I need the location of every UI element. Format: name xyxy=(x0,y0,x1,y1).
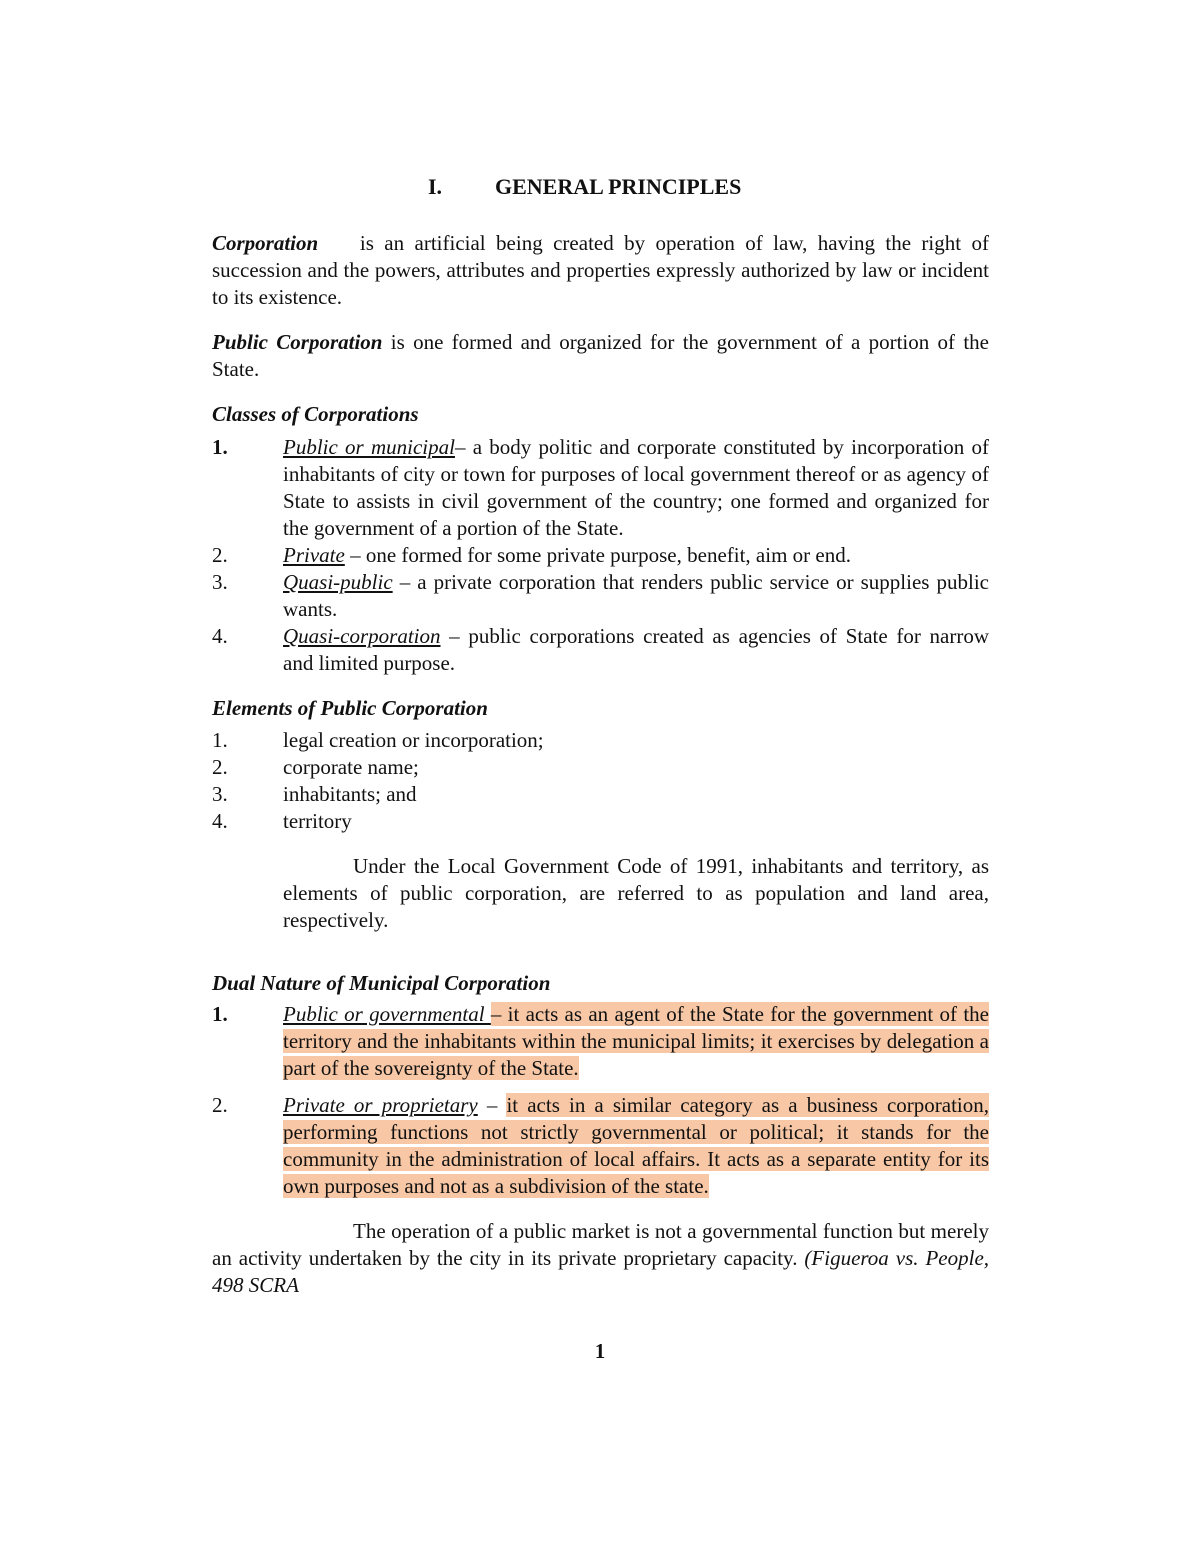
list-number: 4. xyxy=(212,624,228,648)
list-number: 3. xyxy=(212,782,228,806)
corporation-definition xyxy=(212,230,989,311)
list-number: 2. xyxy=(212,1093,228,1117)
public-market-note xyxy=(212,1218,989,1299)
corporation-text: is an artificial being created by operation of law, having the right of succession and the powers, attributes and properties expressly authorized by law or incident to its existence. xyxy=(212,231,990,309)
list-item xyxy=(212,1001,989,1082)
list-number: 4. xyxy=(212,809,228,833)
highlighted-text: it acts in a similar category as a business corporation, performing functions not strictly governmental or political; it stands for the community in the administration of local affairs. It acts as a separate entity for its own purposes and not as a subdivision of the state. xyxy=(283,1093,990,1198)
lgc-note xyxy=(212,853,989,934)
case-citation: (Figueroa vs. People, 498 SCRA xyxy=(212,1246,990,1297)
class-term: Private xyxy=(283,543,345,567)
class-term: Quasi-corporation xyxy=(283,624,441,648)
element-text: corporate name; xyxy=(283,755,419,779)
class-text: – a private corporation that renders public service or supplies public wants. xyxy=(283,570,989,621)
lgc-note-text: Under the Local Government Code of 1991, inhabitants and territory, as elements of public corporation, are referred to as population and land area, respectively. xyxy=(283,854,989,932)
list-number: 2. xyxy=(212,755,228,779)
list-item xyxy=(212,808,989,835)
highlighted-text: – it acts as an agent of the State for the government of the territory and the inhabitants within the municipal limits; it exercises by delegation a part of the sovereignty of the State. xyxy=(283,1002,989,1080)
list-number: 2. xyxy=(212,543,228,567)
dual-term: Public or governmental xyxy=(283,1002,491,1026)
list-item xyxy=(212,569,989,623)
dual-nature-heading: Dual Nature of Municipal Corporation xyxy=(212,971,551,995)
page-content xyxy=(212,170,989,1299)
elements-list xyxy=(212,727,989,835)
page-number: 1 xyxy=(594,1339,606,1363)
class-text: – one formed for some private purpose, benefit, aim or end. xyxy=(344,543,851,567)
elements-heading: Elements of Public Corporation xyxy=(212,696,488,720)
public-corporation-definition xyxy=(212,329,989,383)
list-item xyxy=(212,727,989,754)
public-market-text: The operation of a public market is not a governmental function but merely an activity undertaken by the city in its private proprietary capacity. xyxy=(212,1219,989,1270)
dual-separator: – xyxy=(477,1093,507,1117)
element-text: inhabitants; and xyxy=(283,782,417,806)
classes-heading: Classes of Corporations xyxy=(212,402,419,426)
section-title-text: GENERAL PRINCIPLES xyxy=(495,174,742,199)
public-corporation-text: is one formed and organized for the government of a portion of the State. xyxy=(212,330,989,381)
list-item xyxy=(212,623,989,677)
element-text: legal creation or incorporation; xyxy=(283,728,544,752)
section-title xyxy=(212,170,989,204)
class-term: Quasi-public xyxy=(283,570,393,594)
list-item xyxy=(212,754,989,781)
list-item xyxy=(212,542,989,569)
list-number: 1. xyxy=(212,1002,228,1026)
corporation-term: Corporation xyxy=(212,231,319,255)
dual-nature-list xyxy=(212,1001,989,1200)
element-text: territory xyxy=(283,809,352,833)
list-number: 1. xyxy=(212,728,228,752)
class-text: – public corporations created as agencies of State for narrow and limited purpose. xyxy=(283,624,989,675)
list-item xyxy=(212,781,989,808)
class-text: – a body politic and corporate constituted by incorporation of inhabitants of city or town for purposes of local government thereof or as agency of State to assists in civil government of the country; one formed and organized for the government of a portion of the State. xyxy=(283,435,989,540)
list-item xyxy=(212,434,989,542)
list-number: 1. xyxy=(212,435,228,459)
list-number: 3. xyxy=(212,570,228,594)
section-number: I. xyxy=(428,174,443,199)
class-term: Public or municipal xyxy=(283,435,455,459)
classes-list xyxy=(212,434,989,677)
list-item xyxy=(212,1092,989,1200)
public-corporation-term: Public Corporation xyxy=(212,330,383,354)
dual-term: Private or proprietary xyxy=(283,1093,478,1117)
